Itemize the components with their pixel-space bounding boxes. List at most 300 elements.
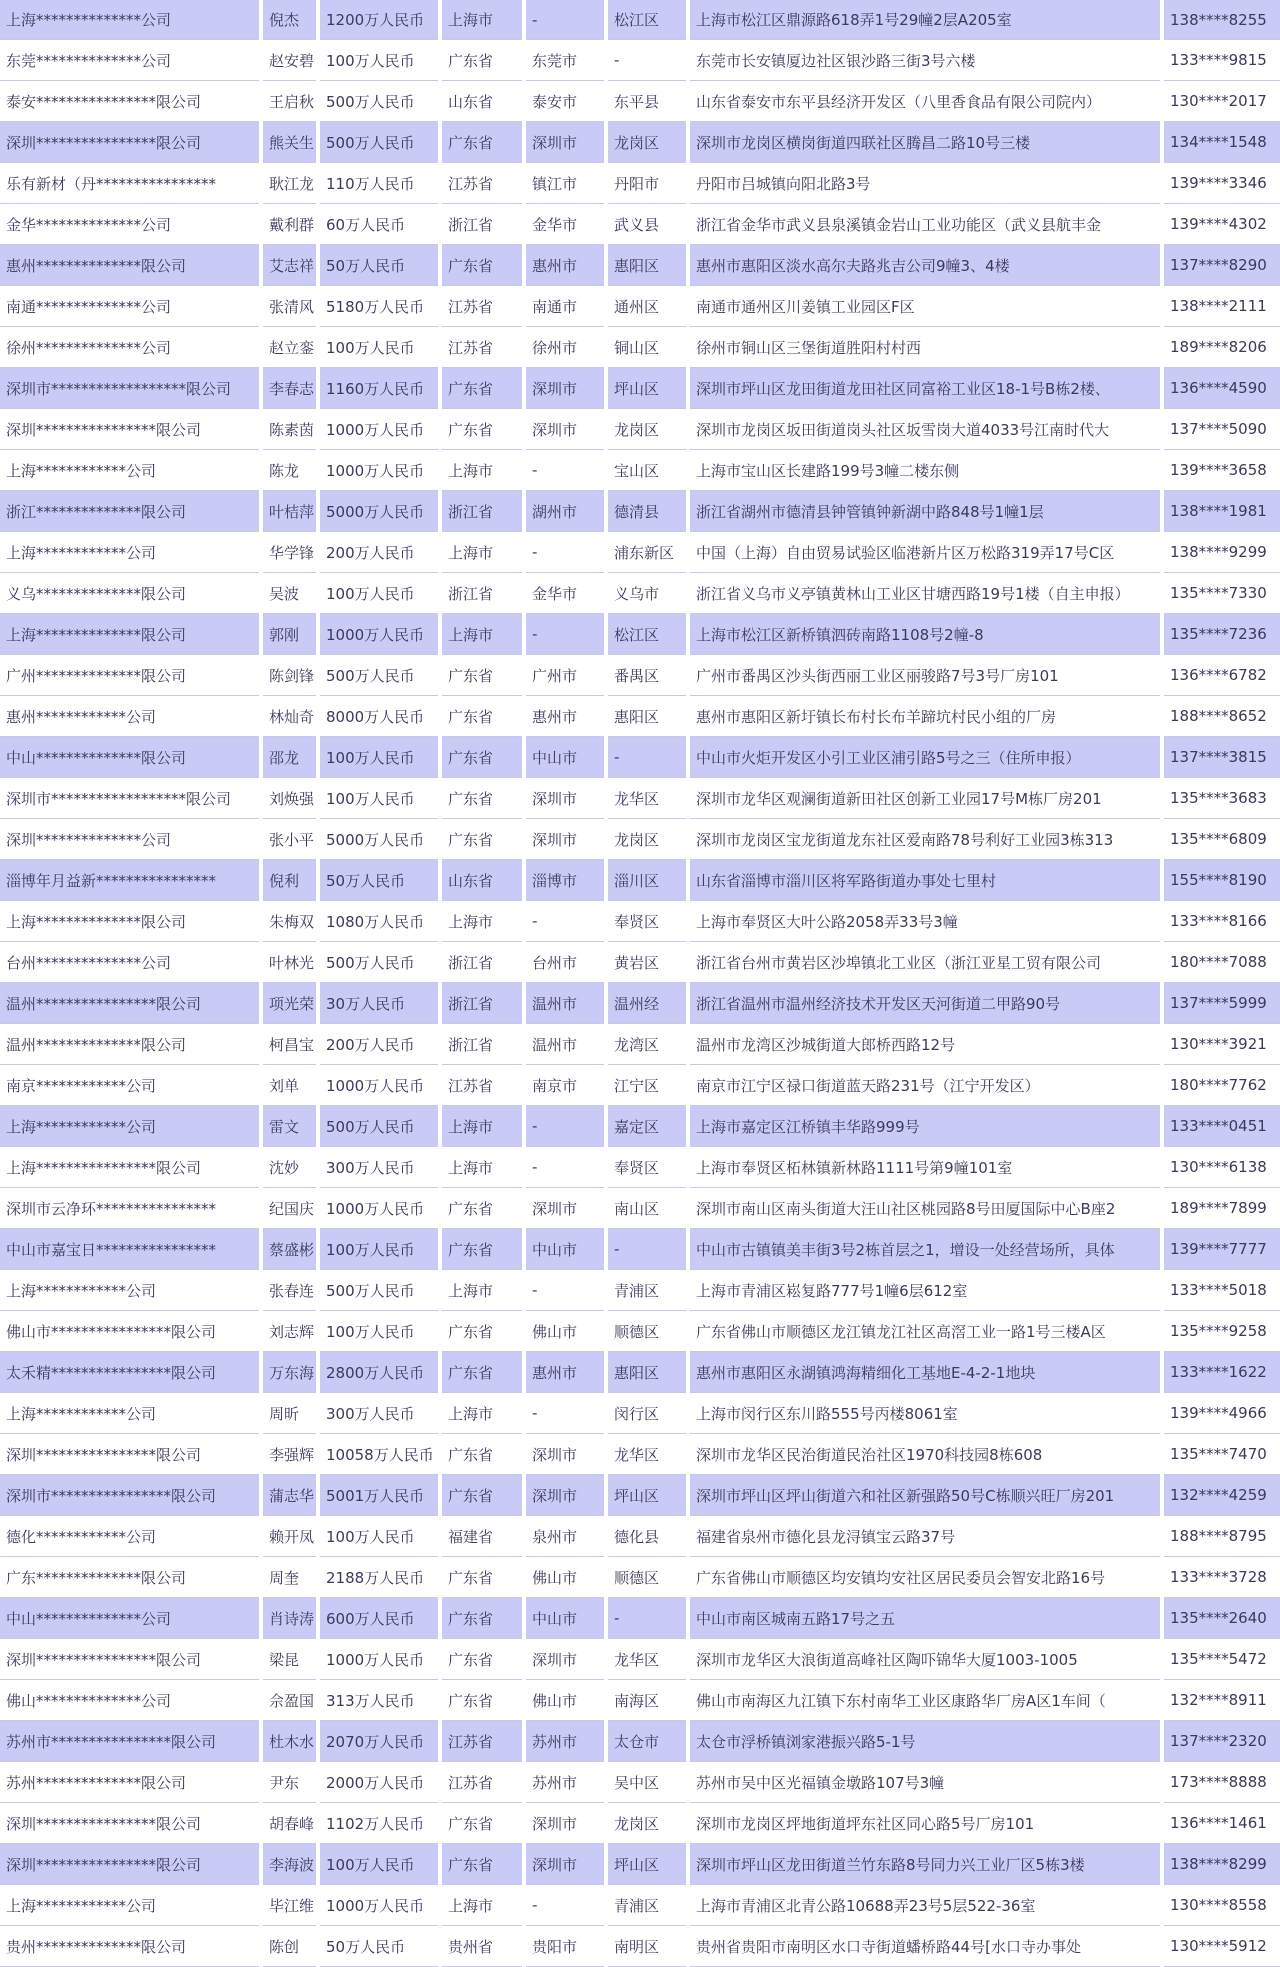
phone-cell: 130****2017 [1164, 81, 1280, 122]
address-cell: 惠州市惠阳区永湖镇鸿海精细化工基地E-4-2-1地块 [690, 1352, 1160, 1393]
company-cell: 德化************公司 [0, 1516, 259, 1557]
district-cell: 奉贤区 [608, 901, 686, 942]
city-cell: 苏州市 [526, 1762, 604, 1803]
district-cell: 东平县 [608, 81, 686, 122]
company-cell: 上海************公司 [0, 1270, 259, 1311]
city-cell: 淄博市 [526, 860, 604, 901]
table-row [0, 1639, 1280, 1680]
address-cell: 深圳市南山区南头街道大汪山社区桃园路8号田厦国际中心B座2 [690, 1188, 1160, 1229]
person-cell: 李春志 [263, 368, 316, 409]
capital-cell: 1000万人民币 [320, 1188, 438, 1229]
province-cell: 山东省 [442, 81, 522, 122]
capital-cell: 500万人民币 [320, 1270, 438, 1311]
phone-cell: 188****8795 [1164, 1516, 1280, 1557]
capital-cell: 2188万人民币 [320, 1557, 438, 1598]
capital-cell: 500万人民币 [320, 1106, 438, 1147]
capital-cell: 8000万人民币 [320, 696, 438, 737]
table-row [0, 409, 1280, 450]
city-cell: - [526, 1885, 604, 1926]
address-cell: 上海市宝山区长建路199号3幢二楼东侧 [690, 450, 1160, 491]
address-cell: 中国（上海）自由贸易试验区临港新片区万松路319弄17号C区 [690, 532, 1160, 573]
company-cell: 上海************公司 [0, 1106, 259, 1147]
city-cell: 中山市 [526, 737, 604, 778]
phone-cell: 134****1548 [1164, 122, 1280, 163]
province-cell: 广东省 [442, 1639, 522, 1680]
person-cell: 陈素茵 [263, 409, 316, 450]
phone-cell: 133****3728 [1164, 1557, 1280, 1598]
company-cell: 上海**************限公司 [0, 614, 259, 655]
city-cell: 惠州市 [526, 245, 604, 286]
table-row [0, 1270, 1280, 1311]
province-cell: 福建省 [442, 1516, 522, 1557]
company-cell: 义乌**************限公司 [0, 573, 259, 614]
person-cell: 赖开凤 [263, 1516, 316, 1557]
district-cell: 南明区 [608, 1926, 686, 1967]
phone-cell: 155****8190 [1164, 860, 1280, 901]
province-cell: 广东省 [442, 1311, 522, 1352]
address-cell: 中山市南区城南五路17号之五 [690, 1598, 1160, 1639]
company-cell: 上海**************公司 [0, 0, 259, 40]
province-cell: 浙江省 [442, 1024, 522, 1065]
phone-cell: 138****8299 [1164, 1844, 1280, 1885]
company-cell: 佛山市****************限公司 [0, 1311, 259, 1352]
phone-cell: 136****1461 [1164, 1803, 1280, 1844]
phone-cell: 180****7088 [1164, 942, 1280, 983]
table-row [0, 1434, 1280, 1475]
capital-cell: 100万人民币 [320, 737, 438, 778]
province-cell: 广东省 [442, 122, 522, 163]
province-cell: 贵州省 [442, 1926, 522, 1967]
district-cell: 顺德区 [608, 1557, 686, 1598]
table-row [0, 1803, 1280, 1844]
district-cell: 通州区 [608, 286, 686, 327]
person-cell: 陈剑锋 [263, 655, 316, 696]
district-cell: 嘉定区 [608, 1106, 686, 1147]
address-cell: 贵州省贵阳市南明区水口寺街道蟠桥路44号[水口寺办事处 [690, 1926, 1160, 1967]
person-cell: 项光荣 [263, 983, 316, 1024]
phone-cell: 132****8911 [1164, 1680, 1280, 1721]
district-cell: 龙岗区 [608, 409, 686, 450]
person-cell: 张清风 [263, 286, 316, 327]
address-cell: 深圳市龙华区大浪街道高峰社区陶吓锦华大厦1003-1005 [690, 1639, 1160, 1680]
person-cell: 王启秋 [263, 81, 316, 122]
capital-cell: 100万人民币 [320, 573, 438, 614]
table-row [0, 450, 1280, 491]
district-cell: 青浦区 [608, 1270, 686, 1311]
address-cell: 深圳市坪山区龙田街道龙田社区同富裕工业区18-1号B栋2楼、 [690, 368, 1160, 409]
district-cell: 黄岩区 [608, 942, 686, 983]
capital-cell: 50万人民币 [320, 1926, 438, 1967]
address-cell: 中山市古镇镇美丰街3号2栋首层之1，增设一处经营场所，具体 [690, 1229, 1160, 1270]
address-cell: 浙江省义乌市义亭镇黄林山工业区甘塘西路19号1楼（自主申报） [690, 573, 1160, 614]
city-cell: 泰安市 [526, 81, 604, 122]
city-cell: 湖州市 [526, 491, 604, 532]
province-cell: 浙江省 [442, 573, 522, 614]
province-cell: 上海市 [442, 1393, 522, 1434]
table-row [0, 1926, 1280, 1967]
phone-cell: 135****7470 [1164, 1434, 1280, 1475]
table-row [0, 1475, 1280, 1516]
capital-cell: 100万人民币 [320, 1229, 438, 1270]
province-cell: 上海市 [442, 614, 522, 655]
district-cell: 义乌市 [608, 573, 686, 614]
address-cell: 丹阳市吕城镇向阳北路3号 [690, 163, 1160, 204]
address-cell: 惠州市惠阳区新圩镇长布村长布羊蹄坑村民小组的厂房 [690, 696, 1160, 737]
address-cell: 浙江省温州市温州经济技术开发区天河街道二甲路90号 [690, 983, 1160, 1024]
address-cell: 苏州市吴中区光福镇金墩路107号3幢 [690, 1762, 1160, 1803]
table-row [0, 1229, 1280, 1270]
capital-cell: 500万人民币 [320, 122, 438, 163]
city-cell: - [526, 0, 604, 40]
address-cell: 南京市江宁区禄口街道蓝天路231号（江宁开发区） [690, 1065, 1160, 1106]
city-cell: 东莞市 [526, 40, 604, 81]
capital-cell: 2000万人民币 [320, 1762, 438, 1803]
phone-cell: 188****8652 [1164, 696, 1280, 737]
city-cell: 深圳市 [526, 1844, 604, 1885]
city-cell: 深圳市 [526, 368, 604, 409]
table-row [0, 1557, 1280, 1598]
person-cell: 李强辉 [263, 1434, 316, 1475]
district-cell: 南山区 [608, 1188, 686, 1229]
district-cell: 闵行区 [608, 1393, 686, 1434]
city-cell: 惠州市 [526, 696, 604, 737]
phone-cell: 133****1622 [1164, 1352, 1280, 1393]
province-cell: 江苏省 [442, 1762, 522, 1803]
person-cell: 邵龙 [263, 737, 316, 778]
address-cell: 深圳市龙岗区横岗街道四联社区腾昌二路10号三楼 [690, 122, 1160, 163]
province-cell: 上海市 [442, 532, 522, 573]
table-row [0, 532, 1280, 573]
district-cell: 温州经 [608, 983, 686, 1024]
person-cell: 倪利 [263, 860, 316, 901]
company-cell: 浙江**************限公司 [0, 491, 259, 532]
province-cell: 广东省 [442, 1557, 522, 1598]
address-cell: 浙江省金华市武义县泉溪镇金岩山工业功能区（武义县航丰金 [690, 204, 1160, 245]
capital-cell: 5000万人民币 [320, 491, 438, 532]
address-cell: 温州市龙湾区沙城街道大郎桥西路12号 [690, 1024, 1160, 1065]
district-cell: 松江区 [608, 614, 686, 655]
address-cell: 深圳市龙华区民治街道民治社区1970科技园8栋608 [690, 1434, 1160, 1475]
table-row [0, 901, 1280, 942]
province-cell: 广东省 [442, 696, 522, 737]
address-cell: 南通市通州区川姜镇工业园区F区 [690, 286, 1160, 327]
province-cell: 广东省 [442, 819, 522, 860]
phone-cell: 135****5472 [1164, 1639, 1280, 1680]
phone-cell: 135****7236 [1164, 614, 1280, 655]
district-cell: 丹阳市 [608, 163, 686, 204]
capital-cell: 100万人民币 [320, 40, 438, 81]
company-cell: 上海************公司 [0, 450, 259, 491]
person-cell: 李海波 [263, 1844, 316, 1885]
city-cell: 深圳市 [526, 122, 604, 163]
address-cell: 上海市奉贤区大叶公路2058弄33号3幢 [690, 901, 1160, 942]
district-cell: 武义县 [608, 204, 686, 245]
phone-cell: 135****7330 [1164, 573, 1280, 614]
address-cell: 上海市奉贤区柘林镇新林路1111号第9幢101室 [690, 1147, 1160, 1188]
address-cell: 上海市青浦区崧复路777号1幢6层612室 [690, 1270, 1160, 1311]
person-cell: 张小平 [263, 819, 316, 860]
city-cell: - [526, 1393, 604, 1434]
city-cell: 佛山市 [526, 1680, 604, 1721]
province-cell: 江苏省 [442, 286, 522, 327]
capital-cell: 2800万人民币 [320, 1352, 438, 1393]
province-cell: 广东省 [442, 40, 522, 81]
capital-cell: 100万人民币 [320, 1516, 438, 1557]
district-cell: 惠阳区 [608, 1352, 686, 1393]
city-cell: 台州市 [526, 942, 604, 983]
table-row [0, 778, 1280, 819]
person-cell: 陈创 [263, 1926, 316, 1967]
capital-cell: 200万人民币 [320, 532, 438, 573]
district-cell: 龙华区 [608, 1639, 686, 1680]
province-cell: 广东省 [442, 1598, 522, 1639]
table-row [0, 1844, 1280, 1885]
phone-cell: 135****3683 [1164, 778, 1280, 819]
person-cell: 周奎 [263, 1557, 316, 1598]
table-row [0, 1762, 1280, 1803]
person-cell: 倪杰 [263, 0, 316, 40]
district-cell: 龙岗区 [608, 122, 686, 163]
phone-cell: 139****4302 [1164, 204, 1280, 245]
capital-cell: 100万人民币 [320, 778, 438, 819]
phone-cell: 139****4966 [1164, 1393, 1280, 1434]
person-cell: 叶林光 [263, 942, 316, 983]
address-cell: 深圳市龙岗区坂田街道岗头社区坂雪岗大道4033号江南时代大 [690, 409, 1160, 450]
capital-cell: 100万人民币 [320, 327, 438, 368]
table-row [0, 1393, 1280, 1434]
table-row [0, 1065, 1280, 1106]
phone-cell: 189****7899 [1164, 1188, 1280, 1229]
company-cell: 深圳市******************限公司 [0, 778, 259, 819]
company-cell: 广东**************限公司 [0, 1557, 259, 1598]
company-cell: 中山**************限公司 [0, 737, 259, 778]
address-cell: 广东省佛山市顺德区龙江镇龙江社区高滘工业一路1号三楼A区 [690, 1311, 1160, 1352]
person-cell: 纪国庆 [263, 1188, 316, 1229]
company-cell: 金华**************公司 [0, 204, 259, 245]
district-cell: - [608, 1229, 686, 1270]
province-cell: 广东省 [442, 368, 522, 409]
company-cell: 贵州**************限公司 [0, 1926, 259, 1967]
district-cell: 惠阳区 [608, 245, 686, 286]
capital-cell: 5180万人民币 [320, 286, 438, 327]
city-cell: 深圳市 [526, 778, 604, 819]
province-cell: 上海市 [442, 0, 522, 40]
company-cell: 上海************公司 [0, 1885, 259, 1926]
table-row [0, 286, 1280, 327]
capital-cell: 100万人民币 [320, 1844, 438, 1885]
province-cell: 广东省 [442, 1844, 522, 1885]
person-cell: 毕江维 [263, 1885, 316, 1926]
table-row [0, 1680, 1280, 1721]
district-cell: 惠阳区 [608, 696, 686, 737]
phone-cell: 139****7777 [1164, 1229, 1280, 1270]
province-cell: 山东省 [442, 860, 522, 901]
district-cell: - [608, 737, 686, 778]
table-row [0, 1024, 1280, 1065]
address-cell: 山东省淄博市淄川区将军路街道办事处七里村 [690, 860, 1160, 901]
company-cell: 深圳****************限公司 [0, 122, 259, 163]
company-cell: 乐有新材（丹**************** [0, 163, 259, 204]
company-cell: 上海****************限公司 [0, 1147, 259, 1188]
city-cell: 苏州市 [526, 1721, 604, 1762]
city-cell: 金华市 [526, 204, 604, 245]
company-cell: 惠州**************限公司 [0, 245, 259, 286]
city-cell: - [526, 901, 604, 942]
person-cell: 蒲志华 [263, 1475, 316, 1516]
company-cell: 温州****************限公司 [0, 983, 259, 1024]
district-cell: 江宁区 [608, 1065, 686, 1106]
company-cell: 中山**************公司 [0, 1598, 259, 1639]
capital-cell: 200万人民币 [320, 1024, 438, 1065]
province-cell: 广东省 [442, 1229, 522, 1270]
address-cell: 上海市松江区新桥镇泗砖南路1108号2幢-8 [690, 614, 1160, 655]
person-cell: 熊关生 [263, 122, 316, 163]
person-cell: 华学锋 [263, 532, 316, 573]
province-cell: 浙江省 [442, 983, 522, 1024]
phone-cell: 138****8255 [1164, 0, 1280, 40]
city-cell: - [526, 450, 604, 491]
district-cell: 南海区 [608, 1680, 686, 1721]
district-cell: 顺德区 [608, 1311, 686, 1352]
province-cell: 广东省 [442, 1803, 522, 1844]
province-cell: 上海市 [442, 1106, 522, 1147]
district-cell: 青浦区 [608, 1885, 686, 1926]
city-cell: 广州市 [526, 655, 604, 696]
city-cell: 深圳市 [526, 1475, 604, 1516]
city-cell: 中山市 [526, 1598, 604, 1639]
person-cell: 周昕 [263, 1393, 316, 1434]
district-cell: - [608, 1598, 686, 1639]
district-cell: 铜山区 [608, 327, 686, 368]
company-cell: 南通**************公司 [0, 286, 259, 327]
phone-cell: 173****8888 [1164, 1762, 1280, 1803]
person-cell: 叶桔萍 [263, 491, 316, 532]
city-cell: 深圳市 [526, 1188, 604, 1229]
province-cell: 广东省 [442, 737, 522, 778]
company-cell: 深圳市******************限公司 [0, 368, 259, 409]
province-cell: 江苏省 [442, 163, 522, 204]
address-cell: 福建省泉州市德化县龙浔镇宝云路37号 [690, 1516, 1160, 1557]
phone-cell: 135****6809 [1164, 819, 1280, 860]
province-cell: 江苏省 [442, 1721, 522, 1762]
province-cell: 上海市 [442, 1885, 522, 1926]
district-cell: 龙华区 [608, 778, 686, 819]
person-cell: 赵立銮 [263, 327, 316, 368]
phone-cell: 136****6782 [1164, 655, 1280, 696]
company-cell: 淄博年月益新**************** [0, 860, 259, 901]
capital-cell: 100万人民币 [320, 1311, 438, 1352]
address-cell: 东莞市长安镇厦边社区银沙路三街3号六楼 [690, 40, 1160, 81]
company-cell: 广州**************限公司 [0, 655, 259, 696]
district-cell: 浦东新区 [608, 532, 686, 573]
phone-cell: 139****3346 [1164, 163, 1280, 204]
person-cell: 肖诗涛 [263, 1598, 316, 1639]
city-cell: 贵阳市 [526, 1926, 604, 1967]
table-row [0, 696, 1280, 737]
person-cell: 刘单 [263, 1065, 316, 1106]
address-cell: 深圳市龙华区观澜街道新田社区创新工业园17号M栋厂房201 [690, 778, 1160, 819]
address-cell: 浙江省台州市黄岩区沙埠镇北工业区（浙江亚星工贸有限公司 [690, 942, 1160, 983]
city-cell: 中山市 [526, 1229, 604, 1270]
capital-cell: 10058万人民币 [320, 1434, 438, 1475]
table-row [0, 163, 1280, 204]
province-cell: 上海市 [442, 1270, 522, 1311]
province-cell: 广东省 [442, 778, 522, 819]
table-row [0, 122, 1280, 163]
city-cell: - [526, 1106, 604, 1147]
address-cell: 深圳市坪山区龙田街道兰竹东路8号同力兴工业厂区5栋3楼 [690, 1844, 1160, 1885]
company-cell: 中山市嘉宝日**************** [0, 1229, 259, 1270]
province-cell: 上海市 [442, 1147, 522, 1188]
company-cell: 东莞**************公司 [0, 40, 259, 81]
address-cell: 上海市松江区鼎源路618弄1号29幢2层A205室 [690, 0, 1160, 40]
table-row [0, 1516, 1280, 1557]
capital-cell: 1000万人民币 [320, 450, 438, 491]
table-row [0, 1598, 1280, 1639]
district-cell: 宝山区 [608, 450, 686, 491]
city-cell: 南通市 [526, 286, 604, 327]
person-cell: 郭刚 [263, 614, 316, 655]
table-row [0, 573, 1280, 614]
table-row [0, 1188, 1280, 1229]
person-cell: 赵安碧 [263, 40, 316, 81]
phone-cell: 136****4590 [1164, 368, 1280, 409]
city-cell: - [526, 1270, 604, 1311]
table-row [0, 737, 1280, 778]
capital-cell: 300万人民币 [320, 1147, 438, 1188]
table-row [0, 942, 1280, 983]
district-cell: 吴中区 [608, 1762, 686, 1803]
table-row [0, 81, 1280, 122]
province-cell: 广东省 [442, 1434, 522, 1475]
city-cell: 温州市 [526, 1024, 604, 1065]
province-cell: 浙江省 [442, 942, 522, 983]
person-cell: 刘焕强 [263, 778, 316, 819]
person-cell: 佘盈国 [263, 1680, 316, 1721]
city-cell: 南京市 [526, 1065, 604, 1106]
capital-cell: 1000万人民币 [320, 1885, 438, 1926]
capital-cell: 50万人民币 [320, 245, 438, 286]
company-cell: 南京************公司 [0, 1065, 259, 1106]
address-cell: 山东省泰安市东平县经济开发区（八里香食品有限公司院内） [690, 81, 1160, 122]
city-cell: - [526, 614, 604, 655]
province-cell: 广东省 [442, 1188, 522, 1229]
capital-cell: 1000万人民币 [320, 1065, 438, 1106]
capital-cell: 1102万人民币 [320, 1803, 438, 1844]
phone-cell: 133****9815 [1164, 40, 1280, 81]
person-cell: 耿江龙 [263, 163, 316, 204]
phone-cell: 189****8206 [1164, 327, 1280, 368]
table-row [0, 1311, 1280, 1352]
table-row [0, 655, 1280, 696]
company-cell: 苏州市****************限公司 [0, 1721, 259, 1762]
table-row [0, 1106, 1280, 1147]
address-cell: 浙江省湖州市德清县钟管镇钟新湖中路848号1幢1层 [690, 491, 1160, 532]
person-cell: 艾志祥 [263, 245, 316, 286]
company-cell: 上海**************限公司 [0, 901, 259, 942]
address-cell: 上海市嘉定区江桥镇丰华路999号 [690, 1106, 1160, 1147]
company-cell: 深圳****************限公司 [0, 1434, 259, 1475]
province-cell: 江苏省 [442, 1065, 522, 1106]
phone-cell: 130****8558 [1164, 1885, 1280, 1926]
person-cell: 蔡盛彬 [263, 1229, 316, 1270]
capital-cell: 1000万人民币 [320, 614, 438, 655]
city-cell: - [526, 532, 604, 573]
company-cell: 上海************公司 [0, 532, 259, 573]
table-row [0, 860, 1280, 901]
company-cell: 深圳****************限公司 [0, 1844, 259, 1885]
phone-cell: 130****5912 [1164, 1926, 1280, 1967]
